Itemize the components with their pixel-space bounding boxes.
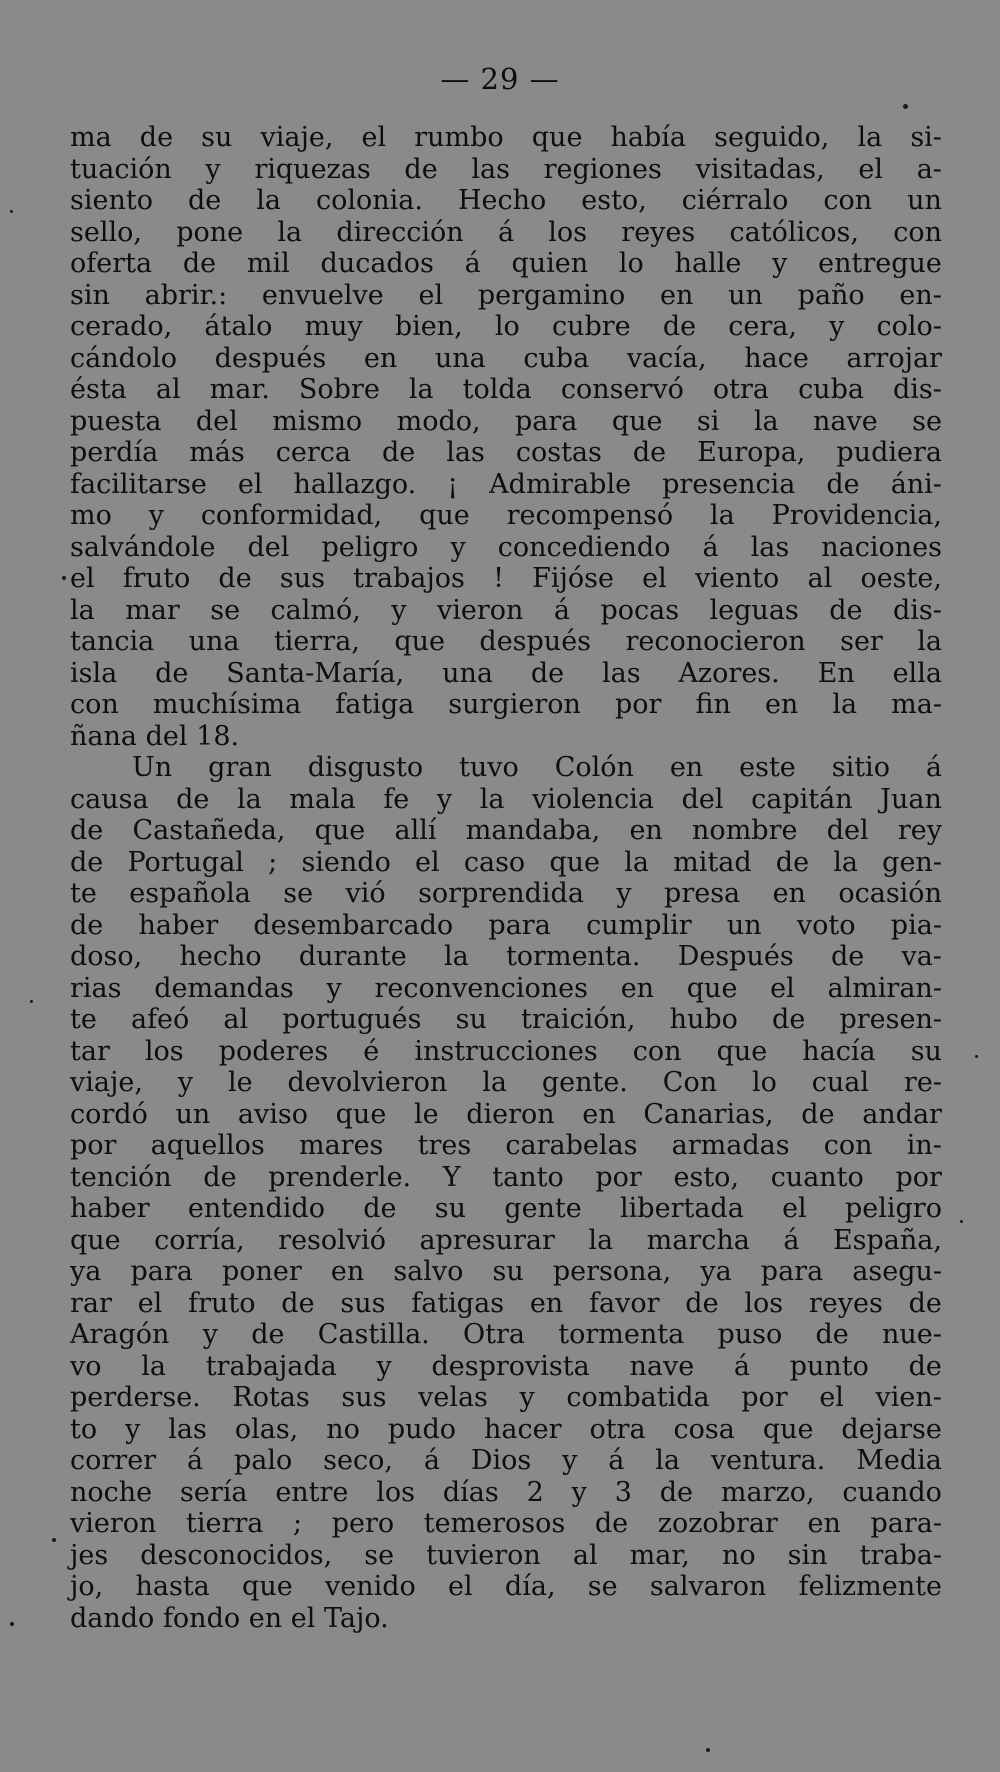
text-line: to y las olas, no pudo hacer otra cosa que dejarse — [70, 1413, 942, 1445]
text-line: sello, pone la dirección á los reyes católicos, con — [70, 216, 942, 248]
text-line: rias demandas y reconvenciones en que el almiran- — [70, 972, 942, 1004]
text-line: Aragón y de Castilla. Otra tormenta puso de nue- — [70, 1319, 942, 1350]
text-line: con muchísima fatiga surgieron por fin en la ma- — [70, 689, 942, 720]
text-line: rar el fruto de sus fatigas en favor de los reyes de — [70, 1287, 942, 1319]
page-number: — 29 — — [440, 62, 560, 96]
text-line: perderse. Rotas sus velas y combatida por el vien- — [70, 1382, 942, 1413]
text-line: vo la trabajada y desprovista nave á punto de — [70, 1350, 942, 1382]
scan-speck — [960, 1220, 963, 1223]
text-line: facilitarse el hallazgo. ¡ Admirable presencia de áni- — [70, 468, 942, 500]
text-line: ésta al mar. Sobre la tolda conservó otra cuba dis- — [70, 374, 942, 405]
text-line: por aquellos mares tres carabelas armadas con in- — [70, 1130, 942, 1161]
text-line: puesta del mismo modo, para que si la nave se — [70, 405, 942, 437]
text-line: siento de la colonia. Hecho esto, ciérralo con un — [70, 185, 942, 216]
text-line: oferta de mil ducados á quien lo halle y entregue — [70, 248, 942, 279]
text-line: cerado, átalo muy bien, lo cubre de cera, y colo- — [70, 311, 942, 342]
scan-speck — [52, 1538, 56, 1542]
text-line: perdía más cerca de las costas de Europa, pudiera — [70, 437, 942, 468]
text-line: ma de su viaje, el rumbo que había seguido, la si- — [70, 122, 942, 153]
text-line: de haber desembarcado para cumplir un voto pia- — [70, 909, 942, 941]
text-line: ya para poner en salvo su persona, ya para asegu- — [70, 1256, 942, 1287]
text-line: tuación y riquezas de las regiones visitadas, el a- — [70, 153, 942, 185]
text-line: doso, hecho durante la tormenta. Después de va- — [70, 941, 942, 972]
text-line: dando fondo en el Tajo. — [70, 1602, 389, 1634]
text-line: causa de la mala fe y la violencia del capitán Juan — [70, 783, 942, 815]
scan-speck — [10, 210, 13, 213]
text-line: Un gran disgusto tuvo Colón en este sitio á — [132, 752, 942, 783]
text-line: haber entendido de su gente libertada el peligro — [70, 1193, 942, 1224]
scan-speck — [975, 1055, 978, 1058]
text-line: el fruto de sus trabajos ! Fijóse el viento al oeste, — [70, 563, 942, 594]
scan-speck — [10, 1622, 14, 1626]
text-line: vieron tierra ; pero temerosos de zozobrar en para- — [70, 1508, 942, 1539]
text-line: salvándole del peligro y concediendo á las naciones — [70, 531, 942, 563]
text-line: ñana del 18. — [70, 720, 240, 752]
text-line: tancia una tierra, que después reconocieron ser la — [70, 626, 942, 657]
text-line: de Castañeda, que allí mandaba, en nombre del rey — [70, 815, 942, 846]
text-line: te afeó al portugués su traición, hubo de presen- — [70, 1004, 942, 1035]
text-line: cordó un aviso que le dieron en Canarias, de andar — [70, 1098, 942, 1130]
text-line: noche sería entre los días 2 y 3 de marzo, cuando — [70, 1476, 942, 1508]
text-line: sin abrir.: envuelve el pergamino en un paño en- — [70, 279, 942, 311]
text-line: de Portugal ; siendo el caso que la mitad de la gen- — [70, 846, 942, 878]
text-line: tención de prenderle. Y tanto por esto, cuanto por — [70, 1161, 942, 1193]
text-line: tar los poderes é instrucciones con que hacía su — [70, 1035, 942, 1067]
scan-speck — [30, 1000, 33, 1003]
body-text — [70, 122, 942, 1634]
text-line: correr á palo seco, á Dios y á la ventura. Media — [70, 1445, 942, 1476]
text-line: jes desconocidos, se tuvieron al mar, no sin traba- — [70, 1539, 942, 1571]
text-line: que corría, resolvió apresurar la marcha á España, — [70, 1224, 942, 1256]
text-line: jo, hasta que venido el día, se salvaron felizmente — [70, 1571, 942, 1602]
scan-speck — [62, 576, 66, 580]
text-line: mo y conformidad, que recompensó la Providencia, — [70, 500, 942, 531]
text-line: viaje, y le devolvieron la gente. Con lo cual re- — [70, 1067, 942, 1098]
scan-speck — [706, 1748, 710, 1752]
text-line: isla de Santa-María, una de las Azores. En ella — [70, 657, 942, 689]
text-line: la mar se calmó, y vieron á pocas leguas de dis- — [70, 594, 942, 626]
text-line: cándolo después en una cuba vacía, hace arrojar — [70, 342, 942, 374]
text-line: te española se vió sorprendida y presa en ocasión — [70, 878, 942, 909]
scan-speck — [903, 104, 908, 109]
